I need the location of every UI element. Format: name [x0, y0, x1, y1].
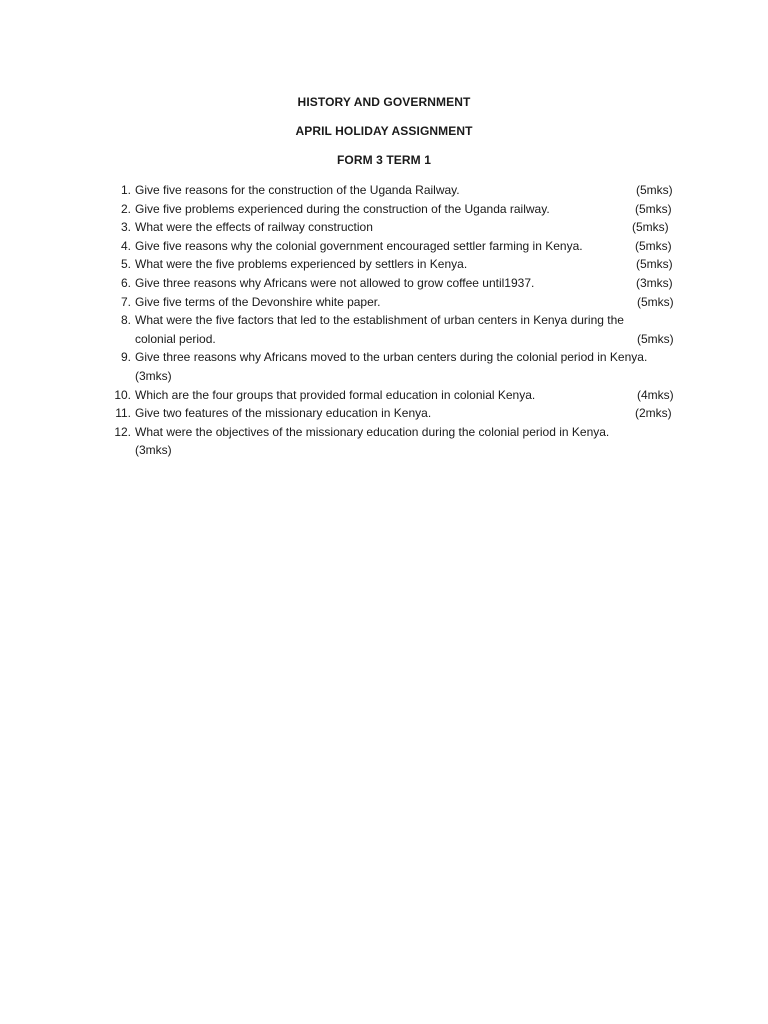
question-text: What were the five factors that led to the establishment of urban centers in Kenya during the colonial period. [135, 313, 624, 346]
question-text: What were the objectives of the missionary education during the colonial period in Kenya. [135, 424, 610, 439]
document-title: HISTORY AND GOVERNMENT [297, 95, 471, 109]
question-item [108, 386, 688, 405]
question-number: 11. [115, 406, 131, 421]
question-item [108, 311, 688, 348]
question-item [108, 274, 688, 293]
question-text: Give five reasons for the construction of the Uganda Railway. [135, 183, 460, 197]
question-marks: (5mks) [635, 238, 672, 253]
question-item [108, 423, 688, 460]
question-marks: (3mks) [135, 368, 172, 383]
question-marks: (5mks) [636, 183, 673, 197]
question-number: 7. [120, 294, 131, 309]
question-marks: (5mks) [637, 331, 674, 346]
question-text: Give five terms of the Devonshire white paper. [135, 294, 381, 309]
question-list [108, 181, 688, 460]
question-item [108, 293, 688, 312]
question-item [108, 255, 688, 274]
question-item [108, 348, 688, 385]
question-text: Which are the four groups that provided formal education in colonial Kenya. [135, 387, 536, 402]
question-item [108, 404, 688, 423]
question-marks: (5mks) [636, 257, 673, 272]
form-term-label: FORM 3 TERM 1 [337, 153, 431, 167]
question-marks: (5mks) [637, 294, 674, 309]
question-number: 6. [120, 275, 131, 290]
question-text: What were the effects of railway construction [135, 220, 373, 235]
question-text: Give five reasons why the colonial government encouraged settler farming in Kenya. [135, 238, 583, 253]
question-item [108, 218, 688, 237]
question-number: 12. [114, 424, 131, 439]
question-marks: (5mks) [635, 201, 672, 216]
question-item [108, 237, 688, 256]
question-number: 1. [120, 183, 131, 197]
question-text: Give five problems experienced during the construction of the Uganda railway. [135, 201, 550, 216]
question-item [108, 181, 688, 200]
question-text: Give three reasons why Africans moved to the urban centers during the colonial period in Kenya. [135, 350, 648, 365]
question-item [108, 200, 688, 219]
question-text: Give two features of the missionary education in Kenya. [135, 406, 432, 421]
question-number: 5. [120, 257, 131, 272]
question-marks: (4mks) [637, 387, 674, 402]
question-number: 2. [120, 201, 131, 216]
question-number: 9. [120, 350, 131, 365]
question-number: 8. [120, 313, 131, 328]
question-marks: (2mks) [635, 406, 672, 421]
question-text: Give three reasons why Africans were not allowed to grow coffee until1937. [135, 275, 535, 290]
question-number: 10. [114, 387, 131, 402]
question-number: 4. [120, 238, 131, 253]
question-marks: (3mks) [636, 275, 673, 290]
question-text: What were the five problems experienced by settlers in Kenya. [135, 257, 468, 272]
question-marks: (3mks) [135, 443, 172, 458]
assignment-title: APRIL HOLIDAY ASSIGNMENT [295, 124, 473, 138]
question-number: 3. [120, 220, 131, 235]
question-marks: (5mks) [632, 220, 669, 235]
